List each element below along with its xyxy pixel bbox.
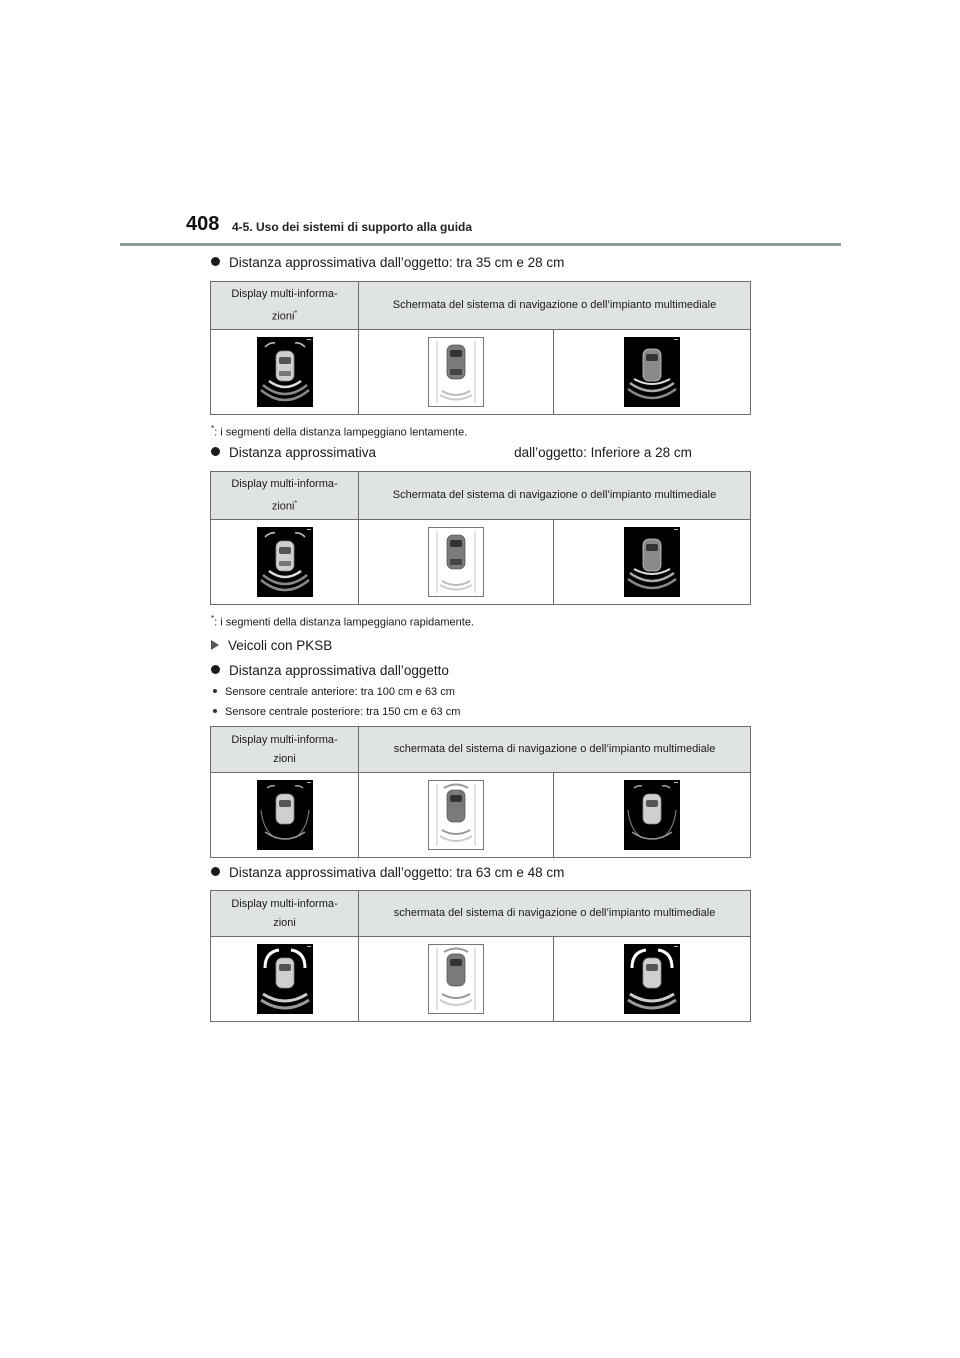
list-item: Sensore centrale posteriore: tra 150 cm e 63 cm <box>211 706 460 718</box>
table-header-multi-info: Display multi-informa- zioni* <box>211 472 359 520</box>
bullet-distance-object: Distanza approssimativa dall’oggetto <box>211 663 449 678</box>
display-table-2 <box>210 471 751 605</box>
display-table-4 <box>210 890 751 1022</box>
navigation-screen-image-white <box>428 780 484 850</box>
navigation-screen-image-black <box>624 527 680 597</box>
table-header-multi-info: Display multi-informa- zioni <box>211 891 359 937</box>
footnote-fast-blink: *: i segmenti della distanza lampeggiano rapidamente. <box>211 614 475 629</box>
multi-info-display-image <box>257 944 313 1014</box>
navigation-screen-image-black <box>624 944 680 1014</box>
bullet-distance-35-28: Distanza approssimativa dall’oggetto: tra 35 cm e 28 cm <box>211 255 564 270</box>
multi-info-display-image <box>257 780 313 850</box>
navigation-screen-image-white <box>428 337 484 407</box>
table-header-multi-info: Display multi-informa- zioni* <box>211 282 359 330</box>
bullet-distance-63-48: Distanza approssimativa dall’oggetto: tra 63 cm e 48 cm <box>211 865 564 880</box>
navigation-screen-image-white <box>428 944 484 1014</box>
bullet-dot-icon <box>211 257 220 266</box>
display-table-1 <box>210 281 751 415</box>
bullet-dot-icon <box>211 867 220 876</box>
table-header-nav-screen: schermata del sistema di navigazione o dell’impianto multimediale <box>359 727 751 773</box>
table-header-nav-screen: schermata del sistema di navigazione o dell’impianto multimediale <box>359 891 751 937</box>
table-header-nav-screen: Schermata del sistema di navigazione o dell’impianto multimediale <box>359 472 751 520</box>
pksb-heading: Veicoli con PKSB <box>211 638 332 653</box>
navigation-screen-image-white <box>428 527 484 597</box>
bullet-dot-icon <box>211 447 220 456</box>
list-item: Sensore centrale anteriore: tra 100 cm e 63 cm <box>211 686 455 698</box>
small-bullet-icon <box>213 709 217 713</box>
bullet-distance-below-28: Distanza approssimativa dall’oggetto: Inferiore a 28 cm <box>211 445 692 460</box>
footnote-slow-blink: *: i segmenti della distanza lampeggiano lentamente. <box>211 424 468 439</box>
table-header-multi-info: Display multi-informa- zioni <box>211 727 359 773</box>
triangle-arrow-icon <box>211 640 219 650</box>
small-bullet-icon <box>213 689 217 693</box>
display-table-3 <box>210 726 751 858</box>
multi-info-display-image <box>257 337 313 407</box>
navigation-screen-image-black <box>624 337 680 407</box>
page-number: 408 <box>186 213 220 235</box>
header-divider <box>120 243 841 246</box>
section-title: 4-5. Uso dei sistemi di supporto alla guida <box>232 220 473 234</box>
navigation-screen-image-black <box>624 780 680 850</box>
page-header <box>186 213 846 241</box>
table-header-nav-screen: Schermata del sistema di navigazione o dell’impianto multimediale <box>359 282 751 330</box>
bullet-dot-icon <box>211 665 220 674</box>
multi-info-display-image <box>257 527 313 597</box>
